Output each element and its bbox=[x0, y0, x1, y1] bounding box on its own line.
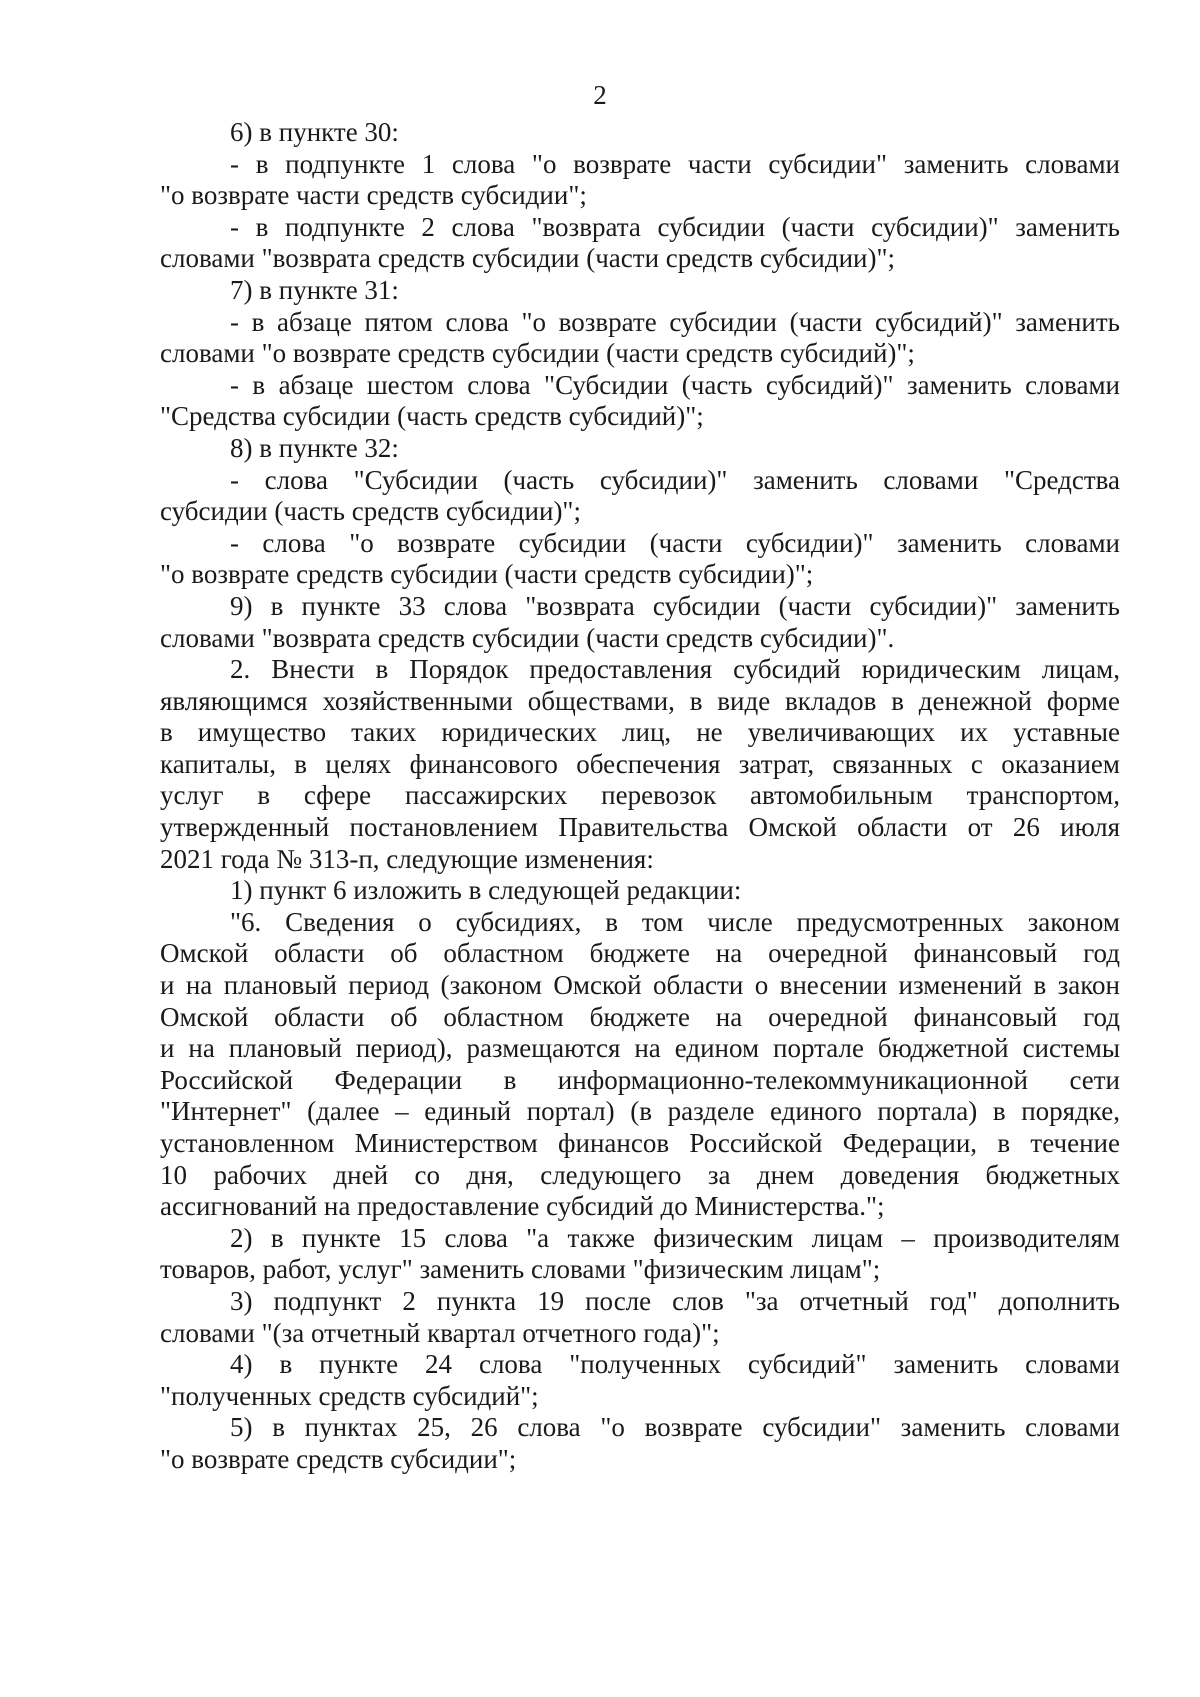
text-line: - в подпункте 2 слова "возврата субсидии (части субсидии)" заменить bbox=[230, 211, 1120, 242]
text-line: 2) в пункте 15 слова "а также физическим лицам – производителям bbox=[230, 1222, 1120, 1253]
text-line: - в подпункте 1 слова "о возврате части субсидии" заменить словами bbox=[230, 148, 1120, 179]
text-line: и на плановый период), размещаются на едином портале бюджетной системы bbox=[160, 1033, 1120, 1064]
text-line: 10 рабочих дней со дня, следующего за днем доведения бюджетных bbox=[160, 1159, 1120, 1190]
text-line: словами "(за отчетный квартал отчетного года)"; bbox=[160, 1317, 720, 1348]
text-line: и на плановый период (законом Омской области о внесении изменений в закон bbox=[160, 970, 1120, 1001]
text-line: товаров, работ, услуг" заменить словами "физическим лицам"; bbox=[160, 1254, 881, 1285]
text-line: 5) в пунктах 25, 26 слова "о возврате субсидии" заменить словами bbox=[230, 1412, 1120, 1443]
text-line: "Интернет" (далее – единый портал) (в разделе единого портала) в порядке, bbox=[160, 1096, 1120, 1127]
text-line: ассигнований на предоставление субсидий до Министерства."; bbox=[160, 1191, 885, 1222]
text-line: "6. Сведения о субсидиях, в том числе предусмотренных законом bbox=[230, 906, 1120, 937]
text-line: "о возврате средств субсидии (части средств субсидии)"; bbox=[160, 559, 814, 590]
text-line: 9) в пункте 33 слова "возврата субсидии (части субсидии)" заменить bbox=[230, 590, 1120, 621]
text-line: 4) в пункте 24 слова "полученных субсидий" заменить словами bbox=[230, 1349, 1120, 1380]
text-line: Омской области об областном бюджете на очередной финансовый год bbox=[160, 938, 1120, 969]
text-line: - слова "о возврате субсидии (части субсидии)" заменить словами bbox=[230, 527, 1120, 558]
text-line: "Средства субсидии (часть средств субсидий)"; bbox=[160, 401, 704, 432]
text-line: "о возврате части средств субсидии"; bbox=[160, 180, 587, 211]
text-line: 1) пункт 6 изложить в следующей редакции: bbox=[230, 875, 742, 906]
text-line: словами "о возврате средств субсидии (части средств субсидий)"; bbox=[160, 338, 915, 369]
text-line: установленном Министерством финансов Российской Федерации, в течение bbox=[160, 1128, 1120, 1158]
text-line: "полученных средств субсидий"; bbox=[160, 1380, 539, 1411]
text-line: - в абзаце шестом слова "Субсидии (часть субсидий)" заменить словами bbox=[230, 369, 1120, 400]
text-line: услуг в сфере пассажирских перевозок автомобильным транспортом, bbox=[160, 780, 1120, 811]
text-line: словами "возврата средств субсидии (части средств субсидии)". bbox=[160, 622, 895, 653]
text-line: - в абзаце пятом слова "о возврате субсидии (части субсидий)" заменить bbox=[230, 306, 1120, 337]
document-body bbox=[160, 117, 1120, 1476]
text-line: утвержденный постановлением Правительства Омской области от 26 июля bbox=[160, 812, 1120, 843]
text-line: в имущество таких юридических лиц, не увеличивающих их уставные bbox=[160, 717, 1120, 748]
text-line: 8) в пункте 32: bbox=[230, 432, 399, 463]
text-line: Российской Федерации в информационно-телекоммуникационной сети bbox=[160, 1064, 1120, 1095]
text-line: 6) в пункте 30: bbox=[230, 117, 399, 147]
text-line: 2021 года № 313-п, следующие изменения: bbox=[160, 843, 654, 874]
text-line: словами "возврата средств субсидии (части средств субсидии)"; bbox=[160, 243, 895, 274]
text-line: 7) в пункте 31: bbox=[230, 274, 399, 305]
text-line: "о возврате средств субсидии"; bbox=[160, 1443, 517, 1474]
text-line: 2. Внести в Порядок предоставления субсидий юридическим лицам, bbox=[230, 654, 1120, 685]
page-number: 2 bbox=[593, 80, 607, 110]
text-line: Омской области об областном бюджете на очередной финансовый год bbox=[160, 1001, 1120, 1032]
text-line: являющимся хозяйственными обществами, в виде вкладов в денежной форме bbox=[160, 685, 1120, 716]
text-line: - слова "Субсидии (часть субсидии)" заменить словами "Средства bbox=[230, 464, 1120, 495]
text-line: 3) подпункт 2 пункта 19 после слов "за отчетный год" дополнить bbox=[230, 1285, 1120, 1316]
text-line: капиталы, в целях финансового обеспечения затрат, связанных с оказанием bbox=[160, 748, 1120, 779]
text-line: субсидии (часть средств субсидии)"; bbox=[160, 496, 581, 527]
